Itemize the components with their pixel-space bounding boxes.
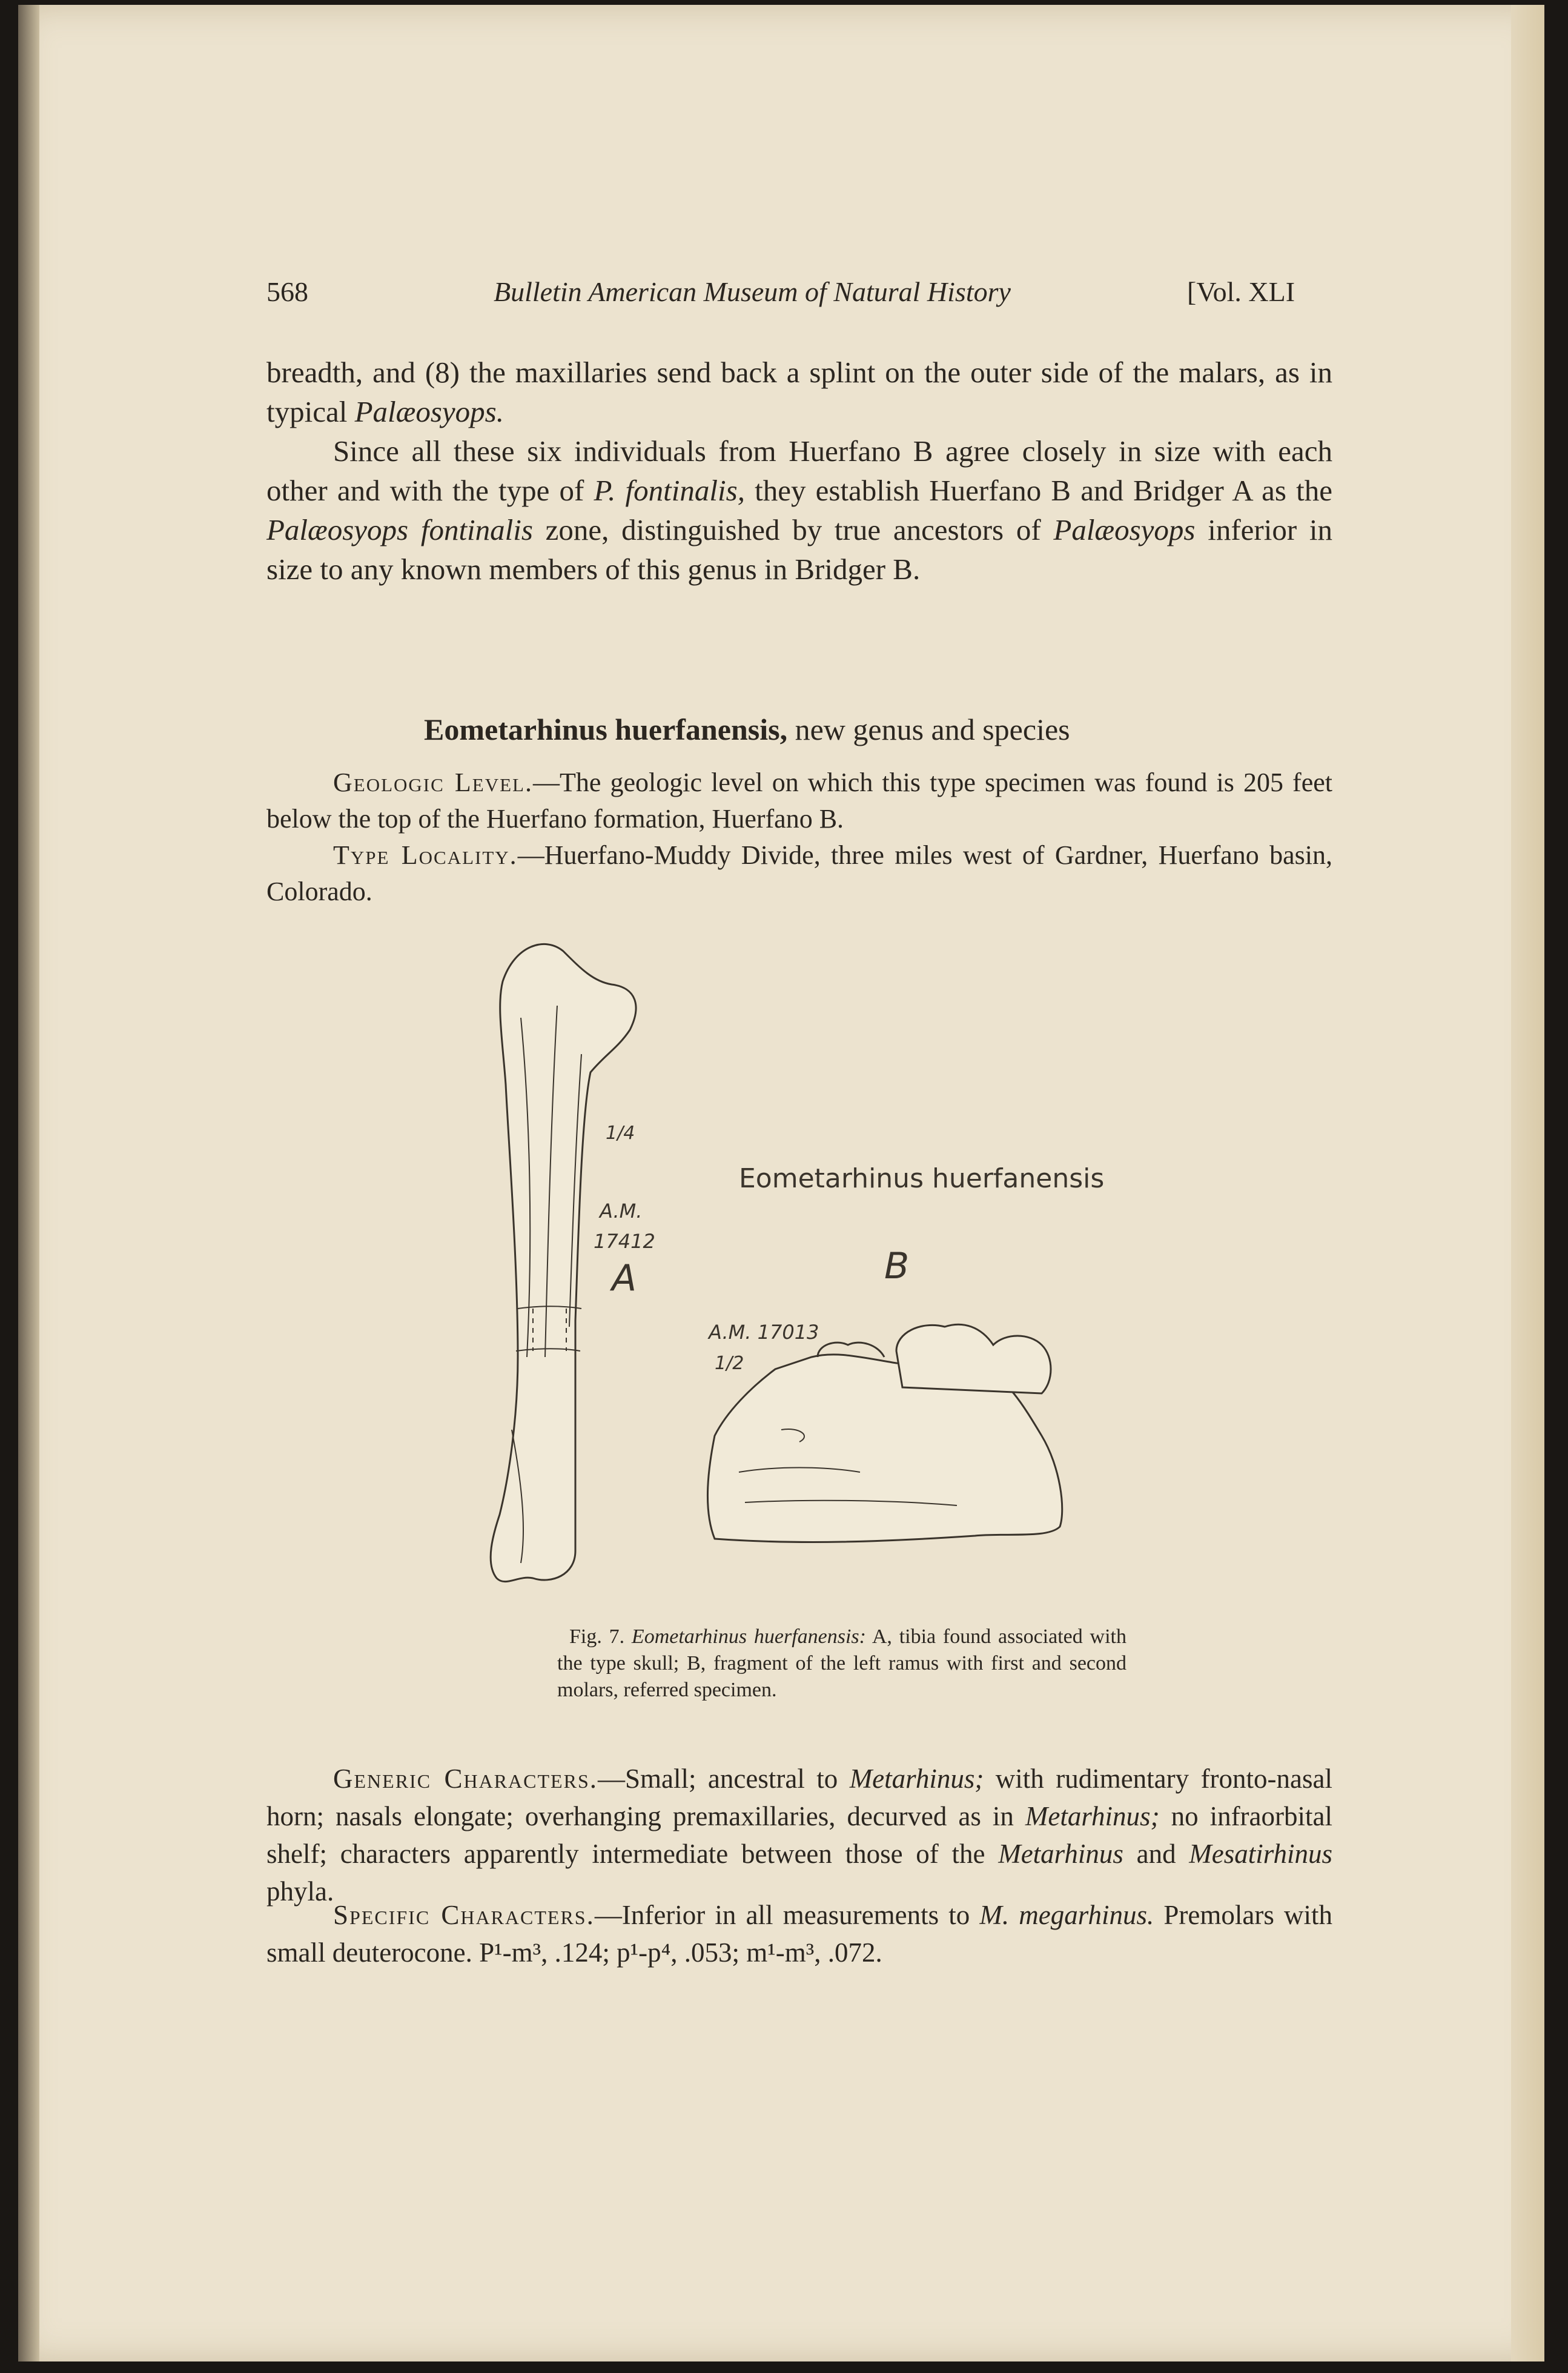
page-number: 568 xyxy=(266,276,308,307)
figure-title: Eometarhinus huerfanensis xyxy=(739,1163,1105,1194)
ramus-drawing xyxy=(707,1324,1062,1542)
ramus-catalog: A.M. 17013 xyxy=(709,1321,819,1344)
species-heading xyxy=(424,712,1070,747)
ramus-letter: B xyxy=(884,1245,910,1287)
ramus-scale: 1/2 xyxy=(715,1353,744,1374)
species-name: Eometarhinus huerfanensis, xyxy=(424,712,788,746)
tibia-catalog-a: A.M. xyxy=(600,1200,643,1223)
geologic-level-paragraph: Geologic Level.—The geologic level on which this type specimen was found is 205 feet below the top of the Huerfano formation, Huerfano B. xyxy=(266,768,1332,834)
species-suffix: new genus and species xyxy=(787,712,1070,746)
tibia-letter: A xyxy=(612,1257,637,1299)
tibia-scale: 1/4 xyxy=(606,1123,635,1144)
page-edge xyxy=(1511,5,1544,2361)
tibia-catalog-b: 17412 xyxy=(594,1230,655,1253)
type-locality-paragraph: Type Locality.—Huerfano-Muddy Divide, three miles west of Gardner, Huerfano basin, Colorado. xyxy=(266,840,1332,906)
specific-characters-paragraph: Specific Characters.—Inferior in all measurements to M. megarhinus. Premolars with small deuterocone. P¹-m³, .124; p¹-p⁴, .053; m¹-m³, .072. xyxy=(266,1900,1333,1968)
page-spine-shadow xyxy=(18,5,39,2361)
intro-paragraph-2: Since all these six individuals from Huerfano B agree closely in size with each other and with the type of P. fontinalis, they establish Huerfano B and Bridger A as the Palæosyops fontinalis zone, distinguished by true ancestors of Palæosyops inferior in size to any known members of this genus in Bridger B. xyxy=(266,434,1332,586)
figure-7-illustration xyxy=(460,933,1187,1605)
volume-label: [Vol. XLI xyxy=(1187,276,1295,307)
figure-caption: Fig. 7. Eometarhinus huerfanensis: A, tibia found associated with the type skull; B, fragment of the left ramus with first and second molars, referred specimen. xyxy=(557,1625,1126,1701)
generic-characters-paragraph: Generic Characters.—Small; ancestral to Metarhinus; with rudimentary fronto-nasal horn; nasals elongate; overhanging premaxillaries, decurved as in Metarhinus; no infraorbital shelf; characters apparently intermediate between those of the Metarhinus and Mesatirhinus phyla. xyxy=(266,1764,1332,1907)
journal-title: Bulletin American Museum of Natural History xyxy=(494,276,1011,307)
intro-paragraph-1: breadth, and (8) the maxillaries send back a splint on the outer side of the malars, as in typical Palæosyops. xyxy=(266,356,1332,428)
